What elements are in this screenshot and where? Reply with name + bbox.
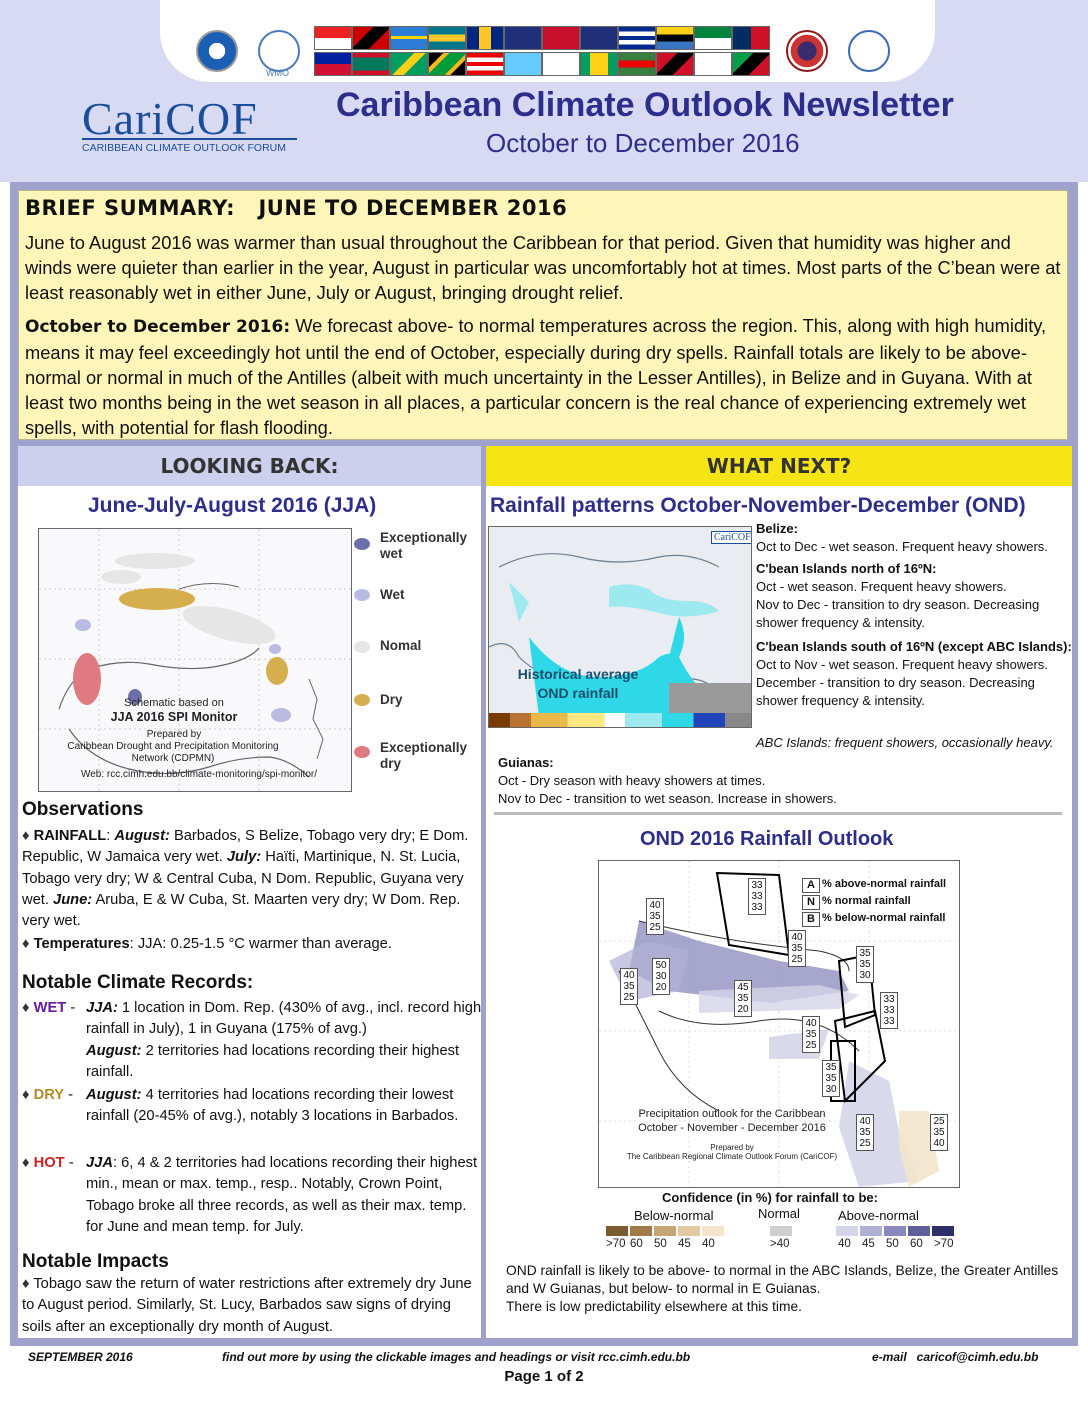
below-normal-tick: 50 xyxy=(654,1238,667,1250)
flag-icon xyxy=(428,26,466,50)
outlook-summary-2: There is low predictability elsewhere at this time. xyxy=(506,1299,802,1314)
legend-normal-icon xyxy=(354,641,370,653)
record-hot-body: : 6, 4 & 2 territories had locations recording their highest min., mean or max. temp., resp.. Notably, Crown Point, Tobago broke all three records, as well as their max. temp. for June and mean temp. for July. xyxy=(86,1155,478,1235)
north-islands-pattern xyxy=(756,560,1072,632)
climate-records-title: Notable Climate Records: xyxy=(22,972,254,993)
outlook-summary xyxy=(506,1262,1062,1316)
above-normal-label: Above-normal xyxy=(838,1208,919,1223)
brief-summary-box xyxy=(18,190,1068,440)
record-wet-lead-2: August: xyxy=(86,1042,142,1059)
above-normal-tick: >70 xyxy=(934,1238,954,1250)
historical-map-label-2: OND rainfall xyxy=(537,685,619,701)
jja-map-caption-2: JJA 2016 SPI Monitor xyxy=(110,710,238,724)
below-normal-tick: 40 xyxy=(702,1238,715,1250)
observations-temperatures: ♦ Temperatures: JJA: 0.25-1.5 °C warmer than average. xyxy=(22,936,392,952)
below-normal-swatch xyxy=(654,1226,676,1236)
flag-icon xyxy=(390,26,428,50)
flag-icon xyxy=(694,52,732,76)
jja-spi-map[interactable] xyxy=(38,528,352,792)
legend-exceptionally-dry-icon xyxy=(354,746,370,758)
outlook-summary-1: OND rainfall is likely to be above- to normal in the ABC Islands, Belize, the Greater Antilles and W Guianas, but below- to normal in E Guianas. xyxy=(506,1263,1059,1296)
prob-box: 33 33 33 xyxy=(880,992,898,1029)
historical-ond-rainfall-map[interactable] xyxy=(488,526,752,728)
jja-map-caption-5: Web: rcc.cimh.edu.bb/climate-monitoring/spi-monitor/ xyxy=(80,769,317,780)
abc-islands-pattern: ABC Islands: frequent showers, occasionally heavy. xyxy=(756,735,1054,750)
key-a-label: % above-normal rainfall xyxy=(822,878,947,890)
key-a-box: A xyxy=(802,878,820,893)
above-normal-swatch xyxy=(884,1226,906,1236)
cimh-emblem-icon[interactable] xyxy=(786,30,828,72)
brief-summary-title: BRIEF SUMMARY: JUNE TO DECEMBER 2016 xyxy=(25,196,568,220)
flag-icon xyxy=(428,52,466,76)
record-hot-text xyxy=(86,1153,478,1238)
wmo-label: WMO xyxy=(266,68,289,78)
section-divider xyxy=(494,812,1062,815)
belize-text: Oct to Dec - wet season. Frequent heavy showers. xyxy=(756,539,1048,554)
south-islands-text-1: Oct to Nov - wet season. Frequent heavy showers. xyxy=(756,657,1048,672)
key-n-label: % normal rainfall xyxy=(822,895,911,907)
rainfall-patterns-title[interactable]: Rainfall patterns October-November-December (OND) xyxy=(490,494,1026,517)
outlook-caption-3: Prepared by xyxy=(710,1143,754,1152)
guianas-text-1: Oct - Dry season with heavy showers at times. xyxy=(498,773,766,788)
below-normal-tick: 45 xyxy=(678,1238,691,1250)
looking-back-column xyxy=(18,446,481,1338)
record-wet-body-2: 2 territories had locations recording their highest rainfall. xyxy=(86,1042,460,1080)
prob-box: 40 35 25 xyxy=(620,968,638,1005)
flag-icon xyxy=(542,26,580,50)
flag-icon xyxy=(504,26,542,50)
north-islands-heading: C'bean Islands north of 16ºN: xyxy=(756,561,937,576)
jja-map-title[interactable]: June-July-August 2016 (JJA) xyxy=(88,494,377,517)
noaa-emblem-icon[interactable] xyxy=(196,30,238,72)
key-b-label: % below-normal rainfall xyxy=(822,912,946,924)
historical-map-label-1: Historical average xyxy=(517,666,639,682)
guianas-heading: Guianas: xyxy=(498,755,554,770)
rainfall-august-text: Barbados, S Belize, Tobago very dry; E Dom. Republic, W Jamaica very wet. xyxy=(22,828,469,866)
above-normal-swatch xyxy=(932,1226,954,1236)
flag-icon xyxy=(618,52,656,76)
flag-icon xyxy=(656,52,694,76)
flag-icon xyxy=(466,52,504,76)
impacts-text: ♦ Tobago saw the return of water restrictions after extremely dry June to August period. Similarly, St. Lucy, Barbados saw signs of drying soils after an exceptionally dry month of August. xyxy=(22,1276,472,1335)
rainfall-august-lead: August: xyxy=(114,828,170,844)
footer-email[interactable]: e-mail caricof@cimh.edu.bb xyxy=(872,1350,1039,1364)
what-next-column xyxy=(486,446,1072,1338)
legend-exceptionally-wet-icon xyxy=(354,538,370,550)
record-dry-text xyxy=(86,1085,476,1128)
historical-map-label xyxy=(503,665,653,703)
observations-title: Observations xyxy=(22,799,144,820)
legend-wet-icon xyxy=(354,589,370,601)
impacts-body: Tobago saw the return of water restrictions after extremely dry June to August period. Similarly, St. Lucy, Barbados saw signs of drying soils after an exceptionally dry month of August. xyxy=(22,1276,472,1335)
record-hot-label: HOT xyxy=(33,1155,65,1171)
legend-exceptionally-dry-label: Exceptionally dry xyxy=(380,740,468,771)
below-normal-label: Below-normal xyxy=(634,1208,714,1223)
above-normal-swatch xyxy=(860,1226,882,1236)
ond-outlook-title[interactable]: OND 2016 Rainfall Outlook xyxy=(640,828,894,850)
south-islands-heading: C'bean Islands south of 16ºN (except ABC Islands): xyxy=(756,639,1072,654)
normal-label: Normal xyxy=(758,1206,800,1221)
what-next-heading[interactable]: WHAT NEXT? xyxy=(486,446,1072,486)
confidence-title: Confidence (in %) for rainfall to be: xyxy=(662,1190,878,1205)
below-normal-swatch xyxy=(630,1226,652,1236)
flag-icon xyxy=(314,26,352,50)
jja-map-caption-1: Schematic based on xyxy=(124,697,224,709)
flag-icon xyxy=(352,26,390,50)
above-normal-tick: 40 xyxy=(838,1238,851,1250)
flag-icon xyxy=(732,52,770,76)
summary-ond-text: We forecast above- to normal temperatures across the region. This, along with high humidity, means it may feel exceedingly hot until the end of October, especially during dry spells. Rainfall totals are likely to be above-normal or normal in much of the Antilles (albeit with much uncertainty in the Lesser Antilles), in Belize and in Guyana. With at least two months being in the wet season in all places, a particular concern is the real chance of experiencing extremely wet spells, with potential for flash flooding. xyxy=(25,315,1047,438)
record-wet-tag: ♦ WET - xyxy=(22,1000,76,1016)
below-normal-tick: >70 xyxy=(606,1238,626,1250)
above-normal-swatch xyxy=(836,1226,858,1236)
prob-box: 35 35 30 xyxy=(822,1060,840,1097)
key-n-box: N xyxy=(802,895,820,910)
prob-box: 40 35 25 xyxy=(802,1016,820,1053)
guianas-pattern xyxy=(498,754,1058,808)
record-dry-body: 4 territories had locations recording their lowest rainfall (20-45% of avg.), notably 3 locations in Barbados. xyxy=(86,1087,459,1125)
record-wet-lead: JJA: xyxy=(86,1000,118,1016)
record-dry-lead: August: xyxy=(86,1087,142,1103)
jja-map-caption-4: Caribbean Drought and Precipitation Monitoring Network (CDPMN) xyxy=(67,741,279,764)
prob-box: 40 35 25 xyxy=(646,898,664,935)
prob-box: 25 35 40 xyxy=(930,1114,948,1151)
legend-normal-label: Nomal xyxy=(380,638,422,653)
flag-icon xyxy=(580,52,618,76)
rainfall-june-text: Aruba, E & W Cuba, St. Maarten very dry; W Dom. Rep. very wet. xyxy=(22,891,461,930)
rainfall-july-text: Haïti, Martinique, N. St. Lucia, Tobago very dry; W & Central Cuba, N Dom. Republic, Guyana very wet. xyxy=(22,849,464,908)
below-normal-swatch xyxy=(606,1226,628,1236)
record-dry-label: DRY xyxy=(33,1087,65,1103)
below-normal-tick: 60 xyxy=(630,1238,643,1250)
legend-dry-label: Dry xyxy=(380,692,403,707)
flag-icon xyxy=(732,26,770,50)
above-normal-tick: 45 xyxy=(862,1238,875,1250)
belize-pattern xyxy=(756,520,1072,556)
summary-paragraph-ond xyxy=(25,313,1061,440)
record-wet-text xyxy=(86,998,482,1083)
rainfall-label: RAINFALL xyxy=(33,828,107,844)
above-normal-swatch xyxy=(908,1226,930,1236)
above-normal-tick: 50 xyxy=(886,1238,899,1250)
cdema-emblem-icon[interactable] xyxy=(848,30,890,72)
temperatures-text: : JJA: 0.25-1.5 °C warmer than average. xyxy=(129,936,392,952)
observations-rainfall: ♦ RAINFALL: August: Barbados, S Belize, Tobago very dry; E Dom. Republic, W Jamaica very wet. July: Haïti, Martinique, N. St. Lucia, Tobago very dry; W & Central Cuba, N Dom. Republic, Guyana very wet. June: Aruba, E & W Cuba, St. Maarten very dry; W Dom. Rep. very wet. xyxy=(22,828,469,930)
page-number: Page 1 of 2 xyxy=(504,1368,584,1385)
rainfall-june-lead: June: xyxy=(53,891,93,908)
newsletter-title: Caribbean Climate Outlook Newsletter xyxy=(336,86,954,124)
south-islands-text-2: December - transition to dry season. Decreasing shower frequency & intensity. xyxy=(756,675,1035,708)
flag-icon xyxy=(694,26,732,50)
prob-box: 50 30 20 xyxy=(652,958,670,995)
prob-box: 40 35 25 xyxy=(788,930,806,967)
flag-icon xyxy=(504,52,542,76)
record-hot-tag: ♦ HOT - xyxy=(22,1155,74,1171)
north-islands-text-1: Oct - wet season. Frequent heavy showers. xyxy=(756,579,1007,594)
record-wet-body: 1 location in Dom. Rep. (430% of avg., incl. record high rainfall in July), 1 in Guyana (175% of avg.) xyxy=(86,1000,482,1038)
legend-dry-icon xyxy=(354,694,370,706)
rainfall-july-lead: July: xyxy=(226,849,262,866)
impacts-title: Notable Impacts xyxy=(22,1251,169,1272)
flag-icon xyxy=(542,52,580,76)
flag-icon xyxy=(390,52,428,76)
flag-icon xyxy=(466,26,504,50)
record-hot-lead: JJA xyxy=(86,1155,113,1171)
belize-heading: Belize: xyxy=(756,521,798,536)
outlook-caption xyxy=(607,1107,857,1135)
partner-logo-strip xyxy=(160,0,935,82)
newsletter-period: October to December 2016 xyxy=(486,128,800,158)
outlook-credit xyxy=(607,1143,857,1161)
footer-date: SEPTEMBER 2016 xyxy=(28,1350,133,1364)
below-normal-swatch xyxy=(702,1226,724,1236)
temperatures-label: Temperatures xyxy=(33,936,130,952)
guianas-text-2: Nov to Dec - transition to wet season. Increase in showers. xyxy=(498,791,837,806)
flag-icon xyxy=(352,52,390,76)
summary-paragraph-jja: June to August 2016 was warmer than usual throughout the Caribbean for that period. Given that humidity was higher and winds were quieter than earlier in the year, August in particular was uncomfortably hot at times. Most parts of the C’bean were at least reasonably wet in either June, July or August, bringing drought relief. xyxy=(25,232,1061,303)
outlook-caption-1: Precipitation outlook for the Caribbean xyxy=(638,1108,826,1120)
legend-exceptionally-wet-label: Exceptionally wet xyxy=(380,530,468,561)
flag-icon xyxy=(618,26,656,50)
flag-icon xyxy=(656,26,694,50)
caricof-logo-tagline: CARIBBEAN CLIMATE OUTLOOK FORUM xyxy=(82,138,297,154)
key-b-box: B xyxy=(802,912,820,927)
historical-map-color-scale xyxy=(489,713,751,727)
normal-tick: >40 xyxy=(770,1238,790,1250)
wmo-emblem-icon[interactable] xyxy=(258,30,300,72)
record-dry-tag: ♦ DRY - xyxy=(22,1087,74,1103)
flag-icon xyxy=(580,26,618,50)
outlook-caption-2: October - November - December 2016 xyxy=(638,1122,826,1134)
jja-map-caption-3: Prepared by xyxy=(146,729,202,740)
above-normal-tick: 60 xyxy=(910,1238,923,1250)
prob-box: 40 35 25 xyxy=(856,1114,874,1151)
record-wet-label: WET xyxy=(33,1000,67,1016)
normal-swatch xyxy=(770,1226,792,1236)
prob-box: 45 35 20 xyxy=(734,980,752,1017)
legend-wet-label: Wet xyxy=(380,587,405,602)
prob-box: 35 35 30 xyxy=(856,946,874,983)
south-islands-pattern xyxy=(756,638,1072,710)
summary-ond-lead: October to December 2016: xyxy=(25,317,291,337)
prob-box: 33 33 33 xyxy=(748,878,766,915)
looking-back-heading[interactable]: LOOKING BACK: xyxy=(18,446,481,486)
below-normal-swatch xyxy=(678,1226,700,1236)
footer-link[interactable]: find out more by using the clickable images and headings or visit rcc.cimh.edu.bb xyxy=(222,1350,691,1364)
caricof-logo[interactable]: CariCOF xyxy=(82,93,258,144)
map-caricof-logo: CariCOF xyxy=(711,531,752,544)
north-islands-text-2: Nov to Dec - transition to dry season. Decreasing shower frequency & intensity. xyxy=(756,597,1040,630)
flag-icon xyxy=(314,52,352,76)
outlook-caption-4: The Caribbean Regional Climate Outlook Forum (CariCOF) xyxy=(626,1152,838,1161)
